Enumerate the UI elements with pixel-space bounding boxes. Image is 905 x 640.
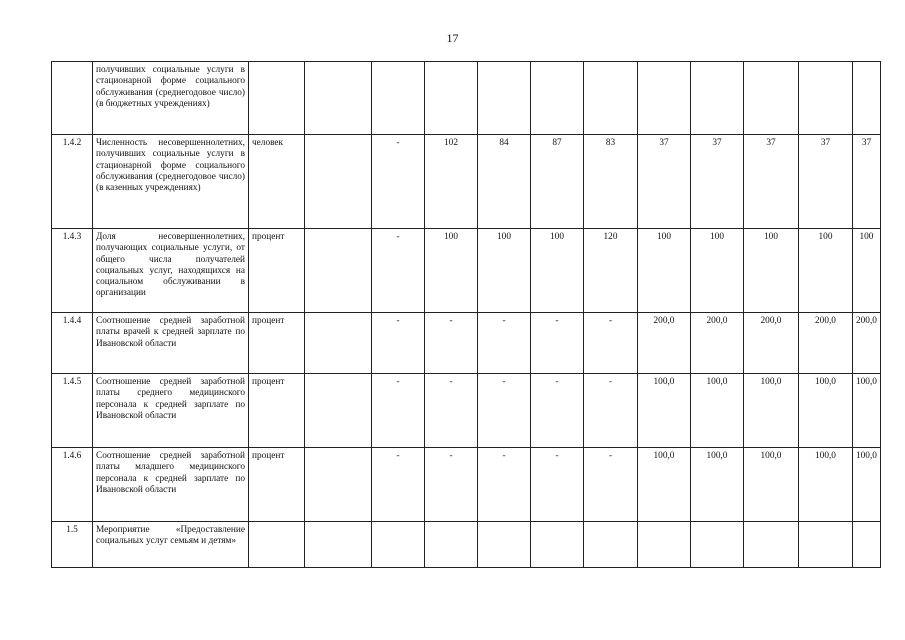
value-cell: 102 xyxy=(425,135,478,229)
value-cell xyxy=(744,522,799,568)
row-number: 1.4.3 xyxy=(52,229,93,313)
table-row xyxy=(52,135,881,229)
value-cell: 37 xyxy=(799,135,853,229)
row-number xyxy=(52,62,93,135)
value-cell xyxy=(305,135,372,229)
value-cell: - xyxy=(531,448,584,522)
value-cell: - xyxy=(531,374,584,448)
value-cell: - xyxy=(584,313,638,374)
value-cell: - xyxy=(584,374,638,448)
value-cell: 37 xyxy=(853,135,881,229)
value-cell: 100 xyxy=(744,229,799,313)
value-cell xyxy=(305,522,372,568)
indicator-name: Соотношение средней заработной платы младшего медицинского персонала к средней зарплате по Ивановской области xyxy=(93,448,249,522)
value-cell: 100,0 xyxy=(638,374,691,448)
table-row xyxy=(52,62,881,135)
value-cell: 100 xyxy=(691,229,744,313)
row-number: 1.4.6 xyxy=(52,448,93,522)
value-cell: 120 xyxy=(584,229,638,313)
value-cell: 100,0 xyxy=(691,374,744,448)
row-number: 1.5 xyxy=(52,522,93,568)
value-cell xyxy=(305,229,372,313)
value-cell: 100 xyxy=(478,229,531,313)
value-cell: - xyxy=(372,374,425,448)
page-number: 17 xyxy=(446,31,459,45)
value-cell: 100 xyxy=(638,229,691,313)
row-number: 1.4.2 xyxy=(52,135,93,229)
value-cell: 87 xyxy=(531,135,584,229)
table-row xyxy=(52,374,881,448)
indicator-name: Доля несовершеннолетних, получающих социальные услуги, от общего числа получателей социальных услуг, находящихся на социальном обслуживании в организации xyxy=(93,229,249,313)
value-cell: 100 xyxy=(853,229,881,313)
unit-cell xyxy=(249,522,305,568)
value-cell: - xyxy=(372,448,425,522)
value-cell: 100,0 xyxy=(799,448,853,522)
value-cell xyxy=(799,522,853,568)
value-cell: 200,0 xyxy=(638,313,691,374)
value-cell: 83 xyxy=(584,135,638,229)
unit-cell: процент xyxy=(249,313,305,374)
row-number: 1.4.5 xyxy=(52,374,93,448)
value-cell: 100,0 xyxy=(744,448,799,522)
value-cell: - xyxy=(372,229,425,313)
value-cell xyxy=(853,62,881,135)
table-row xyxy=(52,448,881,522)
indicator-name: Мероприятие «Предоставление социальных услуг семьям и детям» xyxy=(93,522,249,568)
value-cell: - xyxy=(478,374,531,448)
value-cell xyxy=(305,374,372,448)
value-cell: 100,0 xyxy=(744,374,799,448)
value-cell xyxy=(853,522,881,568)
unit-cell: процент xyxy=(249,229,305,313)
value-cell xyxy=(638,522,691,568)
value-cell: 200,0 xyxy=(691,313,744,374)
indicator-name: получивших социальные услуги в стационарной форме социального обслуживания (среднегодовое число) (в бюджетных учреждениях) xyxy=(93,62,249,135)
value-cell: - xyxy=(584,448,638,522)
table-row xyxy=(52,229,881,313)
value-cell: - xyxy=(425,313,478,374)
value-cell: 200,0 xyxy=(853,313,881,374)
value-cell xyxy=(531,62,584,135)
value-cell xyxy=(372,522,425,568)
value-cell xyxy=(478,522,531,568)
table-row xyxy=(52,522,881,568)
indicator-name: Численность несовершеннолетних, получивших социальные услуги в стационарной форме социального обслуживания (среднегодовое число) (в казенных учреждениях) xyxy=(93,135,249,229)
value-cell: 100,0 xyxy=(638,448,691,522)
table-body xyxy=(52,62,881,568)
value-cell xyxy=(425,62,478,135)
indicator-name: Соотношение средней заработной платы среднего медицинского персонала к средней зарплате по Ивановской области xyxy=(93,374,249,448)
unit-cell: человек xyxy=(249,135,305,229)
value-cell: - xyxy=(425,374,478,448)
value-cell: 84 xyxy=(478,135,531,229)
value-cell xyxy=(425,522,478,568)
value-cell: 100,0 xyxy=(691,448,744,522)
value-cell xyxy=(638,62,691,135)
unit-cell: процент xyxy=(249,374,305,448)
value-cell xyxy=(584,62,638,135)
indicator-name: Соотношение средней заработной платы врачей к средней зарплате по Ивановской области xyxy=(93,313,249,374)
value-cell xyxy=(531,522,584,568)
indicators-table xyxy=(51,61,881,568)
value-cell: 100,0 xyxy=(853,374,881,448)
value-cell xyxy=(305,448,372,522)
value-cell: 100 xyxy=(425,229,478,313)
value-cell: - xyxy=(478,313,531,374)
value-cell xyxy=(691,62,744,135)
value-cell: 100 xyxy=(531,229,584,313)
value-cell: - xyxy=(478,448,531,522)
unit-cell xyxy=(249,62,305,135)
value-cell xyxy=(691,522,744,568)
value-cell xyxy=(305,313,372,374)
value-cell xyxy=(372,62,425,135)
value-cell: - xyxy=(425,448,478,522)
table-row xyxy=(52,313,881,374)
value-cell: 37 xyxy=(638,135,691,229)
value-cell: 100,0 xyxy=(853,448,881,522)
value-cell xyxy=(305,62,372,135)
value-cell: - xyxy=(372,135,425,229)
value-cell: 37 xyxy=(744,135,799,229)
row-number: 1.4.4 xyxy=(52,313,93,374)
value-cell: - xyxy=(372,313,425,374)
value-cell: 200,0 xyxy=(744,313,799,374)
value-cell: - xyxy=(531,313,584,374)
value-cell: 37 xyxy=(691,135,744,229)
unit-cell: процент xyxy=(249,448,305,522)
value-cell: 100,0 xyxy=(799,374,853,448)
value-cell xyxy=(584,522,638,568)
value-cell: 100 xyxy=(799,229,853,313)
value-cell xyxy=(744,62,799,135)
value-cell xyxy=(478,62,531,135)
value-cell: 200,0 xyxy=(799,313,853,374)
value-cell xyxy=(799,62,853,135)
